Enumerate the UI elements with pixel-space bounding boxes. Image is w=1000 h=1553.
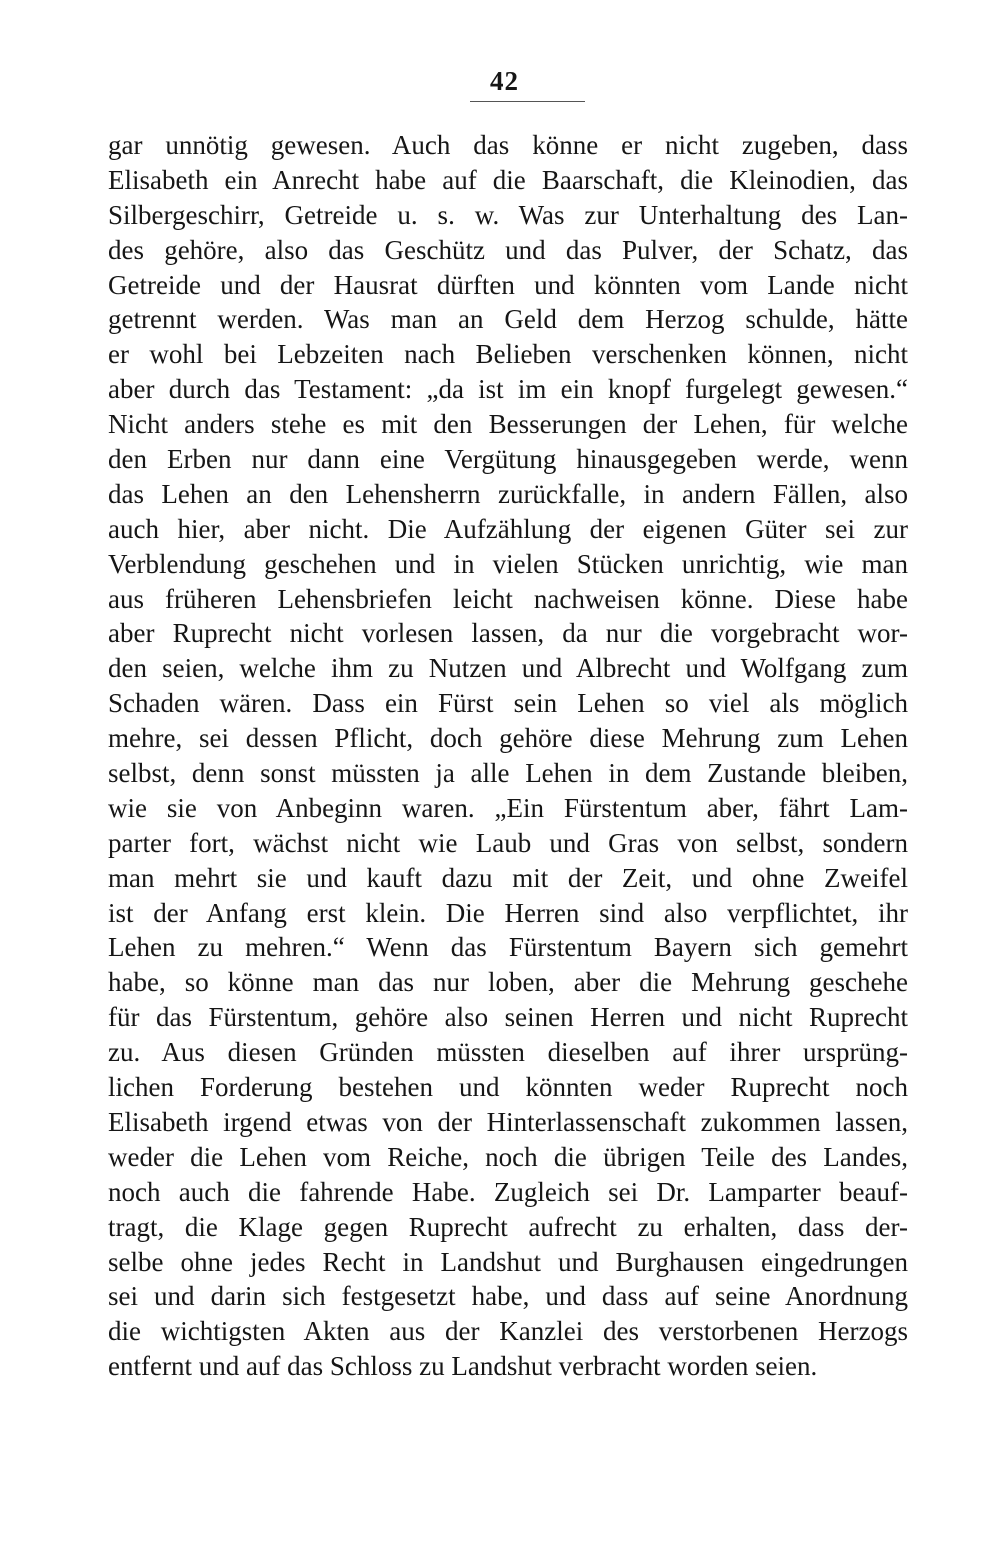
text-line: noch auch die fahrende Habe. Zugleich sei Dr. Lamparter beauf- [108, 1176, 908, 1207]
text-line: Schaden wären. Dass ein Fürst sein Lehen so viel als möglich [108, 688, 908, 719]
text-line: Lehen zu mehren.“ Wenn das Fürstentum Bayern sich gemehrt [108, 932, 908, 963]
text-line: das Lehen an den Lehensherrn zurückfalle, in andern Fällen, also [108, 478, 908, 509]
text-line: Silbergeschirr, Getreide u. s. w. Was zur Unterhaltung des Lan- [108, 199, 908, 230]
text-line: aus früheren Lehensbriefen leicht nachweisen könne. Diese habe [108, 583, 908, 614]
text-line: selbst, denn sonst müssten ja alle Lehen in dem Zustande bleiben, [108, 758, 908, 789]
text-line: lichen Forderung bestehen und könnten weder Ruprecht noch [108, 1072, 908, 1103]
text-line: zu. Aus diesen Gründen müssten dieselben auf ihrer ursprüng- [108, 1037, 908, 1068]
text-line: des gehöre, also das Geschütz und das Pulver, der Schatz, das [108, 234, 908, 265]
text-line: entfernt und auf das Schloss zu Landshut verbracht worden seien. [108, 1351, 818, 1382]
text-line: für das Fürstentum, gehöre also seinen Herren und nicht Ruprecht [108, 1002, 908, 1033]
text-line: Getreide und der Hausrat dürften und könnten vom Lande nicht [108, 269, 908, 300]
text-line: selbe ohne jedes Recht in Landshut und Burghausen eingedrungen [108, 1246, 908, 1277]
text-line: tragt, die Klage gegen Ruprecht aufrecht zu erhalten, dass der- [108, 1211, 908, 1242]
text-line: Nicht anders stehe es mit den Besserungen der Lehen, für welche [108, 409, 908, 440]
text-line: die wichtigsten Akten aus der Kanzlei des verstorbenen Herzogs [108, 1316, 908, 1347]
text-line: habe, so könne man das nur loben, aber die Mehrung geschehe [108, 967, 908, 998]
body-text [108, 128, 908, 1384]
page-number-rule [470, 101, 585, 102]
page-number: 42 [490, 66, 519, 96]
text-line: den seien, welche ihm zu Nutzen und Albrecht und Wolfgang zum [108, 653, 908, 684]
text-line: man mehrt sie und kauft dazu mit der Zeit, und ohne Zweifel [108, 862, 908, 893]
text-line: ist der Anfang erst klein. Die Herren sind also verpflichtet, ihr [108, 897, 908, 928]
text-line: aber durch das Testament: „da ist im ein knopf furgelegt gewesen.“ [108, 374, 908, 405]
text-line: mehre, sei dessen Pflicht, doch gehöre diese Mehrung zum Lehen [108, 723, 908, 754]
text-line: er wohl bei Lebzeiten nach Belieben verschenken können, nicht [108, 339, 908, 370]
text-line: Elisabeth ein Anrecht habe auf die Baarschaft, die Kleinodien, das [108, 164, 908, 195]
text-line: getrennt werden. Was man an Geld dem Herzog schulde, hätte [108, 304, 908, 335]
text-line: weder die Lehen vom Reiche, noch die übrigen Teile des Landes, [108, 1141, 908, 1172]
text-line: sei und darin sich festgesetzt habe, und dass auf seine Anordnung [108, 1281, 908, 1312]
text-line: aber Ruprecht nicht vorlesen lassen, da nur die vorgebracht wor- [108, 618, 908, 649]
text-line: gar unnötig gewesen. Auch das könne er nicht zugeben, dass [108, 130, 908, 160]
text-line: wie sie von Anbeginn waren. „Ein Fürstentum aber, fährt Lam- [108, 792, 908, 823]
text-line: parter fort, wächst nicht wie Laub und Gras von selbst, sondern [108, 827, 908, 858]
text-line: auch hier, aber nicht. Die Aufzählung der eigenen Güter sei zur [108, 513, 908, 544]
text-line: den Erben nur dann eine Vergütung hinausgegeben werde, wenn [108, 444, 908, 475]
text-line: Elisabeth irgend etwas von der Hinterlassenschaft zukommen lassen, [108, 1106, 908, 1137]
text-line: Verblendung geschehen und in vielen Stücken unrichtig, wie man [108, 548, 908, 579]
